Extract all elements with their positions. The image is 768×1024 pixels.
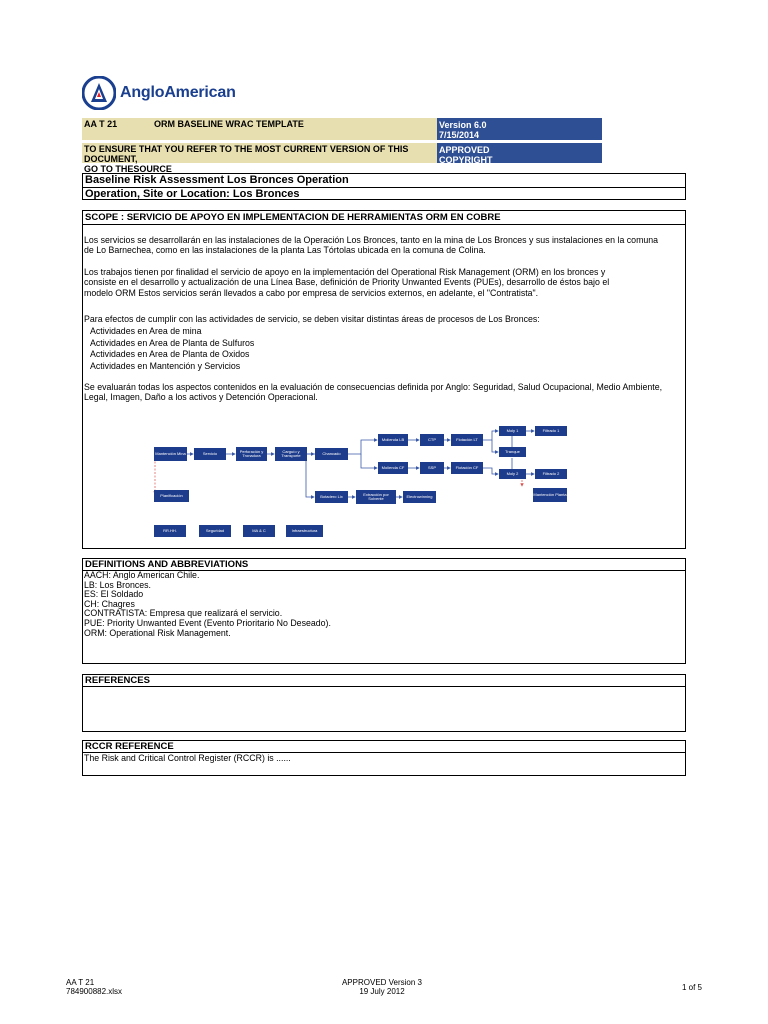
node-filtrado-1: Filtrado 1 [535,426,567,436]
notice-line-2: GO TO THESOURCE [84,164,172,174]
scope-paragraph-4 [84,382,684,403]
header-row-1 [82,118,437,140]
text-line: de Lo Barnechea, como en las instalaciones de la planta Las Tórtolas ubicada en la comuna de Colina. [84,245,486,256]
areas-list [90,326,590,372]
footer-code: AA T 21 [66,978,95,987]
list-item: Actividades en Mantención y Servicios [90,360,241,371]
list-item: ORM: Operational Risk Management. [84,627,231,638]
node-perforacion: Perforación y Tronadura [236,447,267,461]
text-line: Se evaluarán todas los aspectos contenidos en la evaluación de consecuencias definida por Anglo: Seguridad, Salud Ocupacional, Medio Ambiente, [84,382,663,392]
list-item: CH: Chagres [84,598,135,609]
version-cell [437,118,602,140]
list-item: PUE: Priority Unwanted Event (Evento Prioritario No Deseado). [84,617,331,628]
title-box [82,173,686,200]
definitions-list [83,571,685,638]
node-moly-1: Moly 1 [499,426,526,436]
node-flotacion-lt: Flotación LT [451,434,483,446]
header-row-2 [82,143,437,174]
node-chancado: Chancado [315,448,348,460]
footer-left [66,978,122,996]
text-line: Los trabajos tienen por finalidad el servicio de apoyo en la implementación del Operational Risk Management (ORM) en los bronces y [84,267,606,277]
notice-line-1: TO ENSURE THAT YOU REFER TO THE MOST CURRENT VERSION OF THIS DOCUMENT, [84,144,409,164]
footer-approved: APPROVED Version 3 [341,978,423,987]
template-name: ORM BASELINE WRAC TEMPLATE [154,119,304,129]
node-ctp: CTP [420,434,444,446]
footer-date: 19 July 2012 [359,987,405,996]
node-filtrado-2: Filtrado 2 [535,469,567,479]
list-item: AACH: Anglo American Chile. [84,570,200,580]
version-date: 7/15/2014 [439,130,480,140]
scope-section [82,210,686,549]
node-molienda-cf: Molienda CF [378,462,408,474]
scope-paragraph-2 [84,267,684,298]
footer-file: 784900882.xlsx [66,987,123,996]
logo [82,76,236,110]
status-approved: APPROVED [439,145,490,155]
copyright: COPYRIGHT [439,155,493,165]
list-item: Actividades en Area de mina [90,326,202,336]
definitions-heading: DEFINITIONS AND ABBREVIATIONS [83,559,685,571]
page-number: 1 of 5 [681,983,702,992]
node-seguridad: Seguridad [199,525,231,537]
node-electrowinning: Electrowinning [403,491,436,503]
rccr-section [82,740,686,776]
references-heading: REFERENCES [83,675,685,687]
location-title: Operation, Site or Location: Los Bronces [85,188,300,200]
node-tranque: Tranque [499,447,526,457]
brand-name: AngloAmerican [120,84,236,101]
text-line: consiste en el desarrollo y actualización de una Línea Base, definición de Priority Unwanted Events (PUEs), desarrollo de éstos bajo el [84,277,610,288]
page-title: Baseline Risk Assessment Los Bronces Operation [83,174,685,188]
node-molienda-lb: Molienda LB [378,434,408,446]
version: Version 6.0 [439,120,487,130]
list-item: Actividades en Area de Planta de Sulfuros [90,337,255,348]
node-moly-2: Moly 2 [499,469,526,479]
status-cell [437,143,602,163]
anglo-american-logo-icon [82,76,116,110]
node-flotacion-cf: Flotación CF [451,462,483,474]
node-botadero: Botadero Lix [315,491,348,503]
scope-paragraph-3: Para efectos de cumplir con las actividades de servicio, se deben visitar distintas áreas de procesos de Los Bronces: [84,314,540,324]
node-rrhh: RR.HH. [154,525,186,537]
list-item: CONTRATISTA: Empresa que realizará el servicio. [84,608,283,619]
node-mantencion-mina: Mantención Mina [154,447,187,461]
text-line: modelo ORM Estos servicios serán llevados a cabo por empresa de servicios externos, en adelante, el "Contratista". [84,287,539,298]
node-carguio: Carguío y Transporte [275,447,307,461]
node-extraccion: Extracción por Solvente [356,490,396,504]
references-section [82,674,686,732]
node-ssp: SSP [420,462,444,474]
node-ma-c: MA & C [243,525,275,537]
text-line: Legal, Imagen, Daño a los activos y Detención Operacional. [84,392,318,403]
doc-code: AA T 21 [84,119,118,129]
scope-heading: SCOPE : SERVICIO DE APOYO EN IMPLEMENTACION DE HERRAMIENTAS ORM EN COBRE [83,211,685,225]
footer-center [300,978,464,996]
node-planificacion: Planificación [154,490,189,502]
list-item: LB: Los Bronces. [84,579,151,590]
text-line: Los servicios se desarrollarán en las instalaciones de la Operación Los Bronces, tanto en la mina de Los Bronces y sus instalaciones en la comuna [84,235,659,245]
node-mantencion-planta: Mantención Planta [533,488,567,502]
rccr-heading: RCCR REFERENCE [83,741,685,753]
list-item: ES: El Soldado [84,589,144,600]
diagram-connectors [146,418,582,542]
process-flow-diagram [146,418,582,542]
node-infraestructura: Infraestructura [286,525,323,537]
node-servicio: Servicio [194,448,226,460]
scope-paragraph-1 [84,235,684,256]
list-item: Actividades en Area de Planta de Oxidos [90,349,250,359]
rccr-text: The Risk and Critical Control Register (RCCR) is ...... [84,753,291,763]
definitions-section [82,558,686,664]
